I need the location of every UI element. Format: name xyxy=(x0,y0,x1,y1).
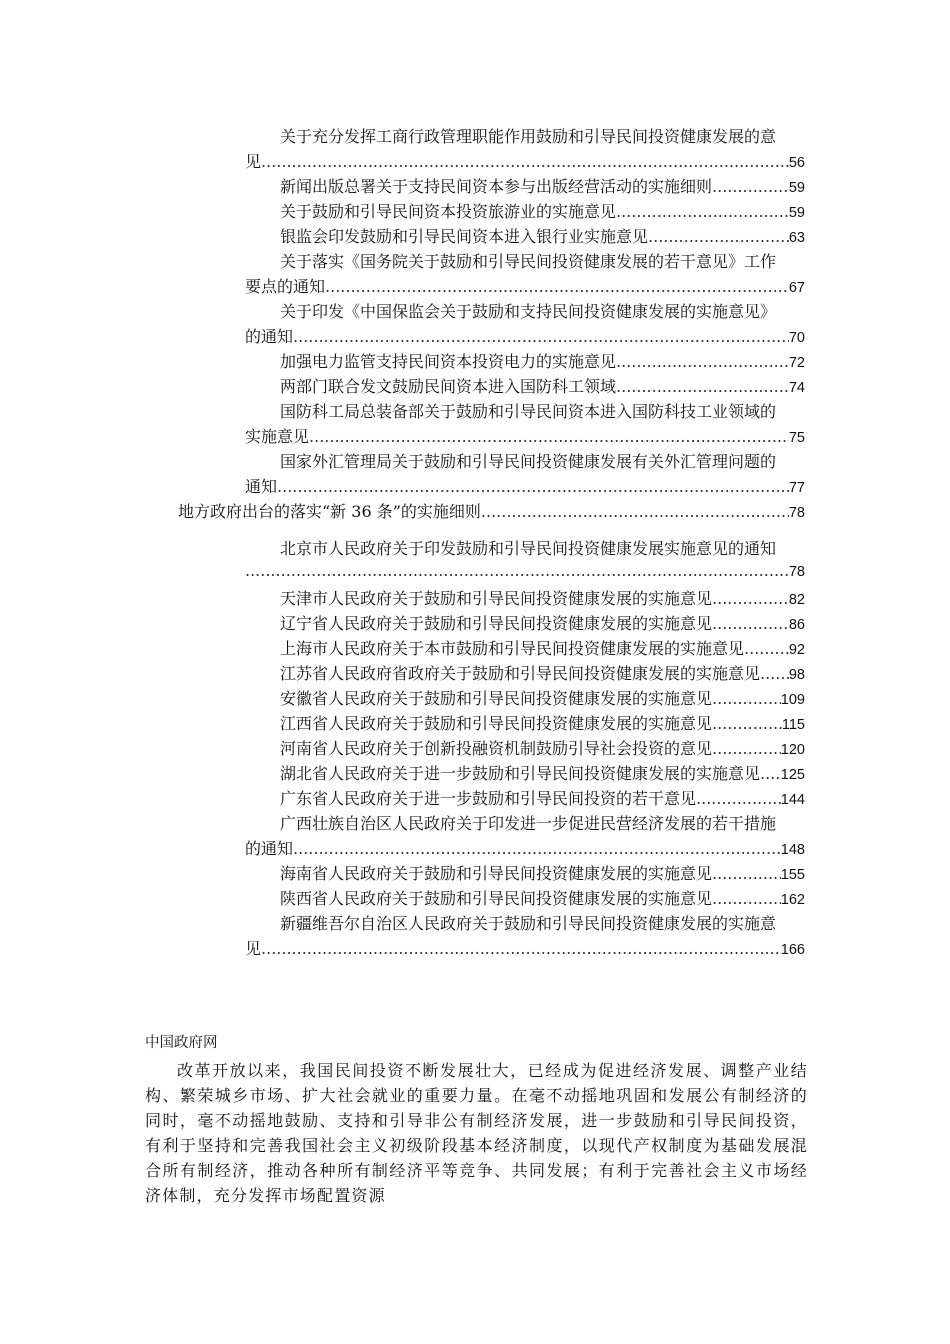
toc-entry-line[interactable] xyxy=(245,149,805,174)
toc-entry-title: 河南省人民政府关于创新投融资机制鼓励引导社会投资的意见 xyxy=(280,739,713,758)
toc-page-number: 98 xyxy=(788,667,805,683)
toc-entry-line[interactable] xyxy=(280,711,805,736)
toc-page-number: 92 xyxy=(788,642,805,658)
toc-leader-dots xyxy=(277,477,789,496)
toc-entry-line[interactable] xyxy=(280,349,805,374)
toc-section-heading[interactable] xyxy=(178,499,805,524)
toc-leader-dots xyxy=(648,227,789,246)
toc-page-number: 74 xyxy=(788,380,805,396)
toc-leader-dots xyxy=(616,202,789,221)
toc-entry-line[interactable] xyxy=(280,761,805,786)
toc-entry-line[interactable] xyxy=(245,561,805,586)
toc-entry-title: 国家外汇管理局关于鼓励和引导民间投资健康发展有关外汇管理问题的 xyxy=(280,452,777,471)
toc-page-number: 82 xyxy=(788,592,805,608)
toc-entry-line[interactable] xyxy=(245,836,805,861)
toc-entry-title: 天津市人民政府关于鼓励和引导民间投资健康发展的实施意见 xyxy=(280,589,713,608)
toc-leader-dots xyxy=(712,864,781,883)
toc-entry-title: 上海市人民政府关于本市鼓励和引导民间投资健康发展的实施意见 xyxy=(280,639,745,658)
toc-leader-dots xyxy=(261,939,781,958)
toc-entry-title: 陕西省人民政府关于鼓励和引导民间投资健康发展的实施意见 xyxy=(280,889,713,908)
toc-entry-title: 关于鼓励和引导民间资本投资旅游业的实施意见 xyxy=(280,202,617,221)
toc-entry-line[interactable] xyxy=(245,424,805,449)
toc-page-number: 115 xyxy=(781,717,805,733)
toc-page-number: 148 xyxy=(780,842,805,858)
toc-entry-line[interactable] xyxy=(280,636,805,661)
toc-entry-title: 国防科工局总装备部关于鼓励和引导民间资本进入国防科技工业领域的 xyxy=(280,402,777,421)
toc-entry-title: 广东省人民政府关于进一步鼓励和引导民间投资的若干意见 xyxy=(280,789,697,808)
toc-leader-dots xyxy=(712,689,781,708)
toc-entry-title: 的通知 xyxy=(245,839,294,858)
toc-page-number: 56 xyxy=(788,155,805,171)
toc-entry-title: 关于印发《中国保监会关于鼓励和支持民间投资健康发展的实施意见》 xyxy=(280,302,777,321)
toc-entry-line[interactable] xyxy=(280,586,805,611)
toc-entry-line[interactable] xyxy=(280,249,810,274)
toc-entry-line[interactable] xyxy=(280,686,805,711)
toc-page-number: 86 xyxy=(788,617,805,633)
toc-entry-title: 广西壮族自治区人民政府关于印发进一步促进民营经济发展的若干措施 xyxy=(280,814,777,833)
toc-entry-title: 实施意见 xyxy=(245,427,310,446)
toc-leader-dots xyxy=(760,764,781,783)
toc-page-number: 155 xyxy=(780,867,805,883)
toc-entry-title: 要点的通知 xyxy=(245,277,326,296)
toc-entry-line[interactable] xyxy=(245,274,805,299)
toc-leader-dots xyxy=(712,589,789,608)
toc-entry-title: 加强电力监管支持民间资本投资电力的实施意见 xyxy=(280,352,617,371)
toc-page-number: 75 xyxy=(788,430,805,446)
toc-entry-line[interactable] xyxy=(280,861,805,886)
toc-leader-dots xyxy=(712,177,789,196)
source-label: 中国政府网 xyxy=(145,1035,218,1051)
toc-entry-title: 见 xyxy=(245,152,262,171)
toc-entry-line[interactable] xyxy=(280,911,810,936)
toc-page-number: 70 xyxy=(788,330,805,346)
toc-leader-dots xyxy=(245,561,789,580)
toc-leader-dots xyxy=(712,739,781,758)
toc-entry-line[interactable] xyxy=(280,174,805,199)
toc-entry-line[interactable] xyxy=(280,374,805,399)
toc-entry-line[interactable] xyxy=(280,299,810,324)
toc-entry-title: 的通知 xyxy=(245,327,294,346)
toc-entry-title: 新闻出版总署关于支持民间资本参与出版经营活动的实施细则 xyxy=(280,177,713,196)
toc-page-number: 78 xyxy=(788,505,805,521)
toc-leader-dots xyxy=(696,789,781,808)
toc-leader-dots xyxy=(309,427,789,446)
toc-entry-line[interactable] xyxy=(280,811,810,836)
toc-page-number: 78 xyxy=(788,564,805,580)
toc-entry-title: 地方政府出台的落实“新 36 条”的实施细则 xyxy=(178,502,481,521)
toc-entry-title: 北京市人民政府关于印发鼓励和引导民间投资健康发展实施意见的通知 xyxy=(280,539,777,558)
toc-page-number: 120 xyxy=(780,742,805,758)
toc-entry-line[interactable] xyxy=(280,786,805,811)
toc-entry-title: 江西省人民政府关于鼓励和引导民间投资健康发展的实施意见 xyxy=(280,714,713,733)
toc-entry-line[interactable] xyxy=(280,611,805,636)
toc-entry-title: 通知 xyxy=(245,477,278,496)
toc-entry-line[interactable] xyxy=(280,124,810,149)
toc-entry-title: 湖北省人民政府关于进一步鼓励和引导民间投资健康发展的实施意见 xyxy=(280,764,761,783)
toc-leader-dots xyxy=(481,502,789,521)
toc-entry-title: 辽宁省人民政府关于鼓励和引导民间投资健康发展的实施意见 xyxy=(280,614,713,633)
toc-entry-line[interactable] xyxy=(280,399,810,424)
toc-page-number: 125 xyxy=(780,767,805,783)
toc-leader-dots xyxy=(293,839,781,858)
toc-leader-dots xyxy=(616,352,789,371)
toc-page-number: 162 xyxy=(780,892,805,908)
toc-entry-line[interactable] xyxy=(245,474,805,499)
toc-entry-line[interactable] xyxy=(280,449,810,474)
toc-entry-title: 银监会印发鼓励和引导民间资本进入银行业实施意见 xyxy=(280,227,649,246)
toc-page-number: 109 xyxy=(780,692,805,708)
toc-entry-title: 关于落实《国务院关于鼓励和引导民间投资健康发展的若干意见》工作 xyxy=(280,252,777,271)
toc-page-number: 72 xyxy=(788,355,805,371)
toc-leader-dots xyxy=(293,327,789,346)
toc-page-number: 67 xyxy=(788,280,805,296)
toc-leader-dots xyxy=(744,639,789,658)
toc-entry-line[interactable] xyxy=(280,736,805,761)
toc-entry-line[interactable] xyxy=(280,199,805,224)
toc-page-number: 63 xyxy=(788,230,805,246)
toc-entry-title: 关于充分发挥工商行政管理职能作用鼓励和引导民间投资健康发展的意 xyxy=(280,127,777,146)
toc-entry-title: 见 xyxy=(245,939,262,958)
toc-entry-line[interactable] xyxy=(280,224,805,249)
toc-entry-line[interactable] xyxy=(245,936,805,961)
toc-entry-title: 安徽省人民政府关于鼓励和引导民间投资健康发展的实施意见 xyxy=(280,689,713,708)
toc-entry-line[interactable] xyxy=(245,324,805,349)
toc-page-number: 144 xyxy=(780,792,805,808)
toc-page-number: 59 xyxy=(788,205,805,221)
toc-page-number: 77 xyxy=(788,480,805,496)
body-paragraph: 改革开放以来，我国民间投资不断发展壮大，已经成为促进经济发展、调整产业结构、繁荣城乡市场、扩大社会就业的重要力量。在毫不动摇地巩固和发展公有制经济的同时，毫不动摇地鼓励、支持和引导非公有制经济发展，进一步鼓励和引导民间投资，有利于坚持和完善我国社会主义初级阶段基本经济制度，以现代产权制度为基础发展混合所有制经济，推动各种所有制经济平等竞争、共同发展；有利于完善社会主义市场经济体制，充分发挥市场配置资源 xyxy=(145,1061,808,1205)
toc-entry-title: 海南省人民政府关于鼓励和引导民间投资健康发展的实施意见 xyxy=(280,864,713,883)
toc-entry-line[interactable] xyxy=(280,536,810,561)
toc-entry-title: 江苏省人民政府省政府关于鼓励和引导民间投资健康发展的实施意见 xyxy=(280,664,761,683)
article-body xyxy=(145,1032,808,1208)
toc-leader-dots xyxy=(712,714,782,733)
toc-leader-dots xyxy=(616,377,789,396)
toc-leader-dots xyxy=(712,889,781,908)
toc-leader-dots xyxy=(712,614,789,633)
toc-entry-line[interactable] xyxy=(280,661,805,686)
toc-page-number: 59 xyxy=(788,180,805,196)
toc-entry-title: 新疆维吾尔自治区人民政府关于鼓励和引导民间投资健康发展的实施意 xyxy=(280,914,777,933)
toc-leader-dots xyxy=(760,664,789,683)
toc-entry-line[interactable] xyxy=(280,886,805,911)
toc-entry-title: 两部门联合发文鼓励民间资本进入国防科工领域 xyxy=(280,377,617,396)
toc-leader-dots xyxy=(325,277,789,296)
toc-leader-dots xyxy=(261,152,789,171)
toc-page-number: 166 xyxy=(780,942,805,958)
